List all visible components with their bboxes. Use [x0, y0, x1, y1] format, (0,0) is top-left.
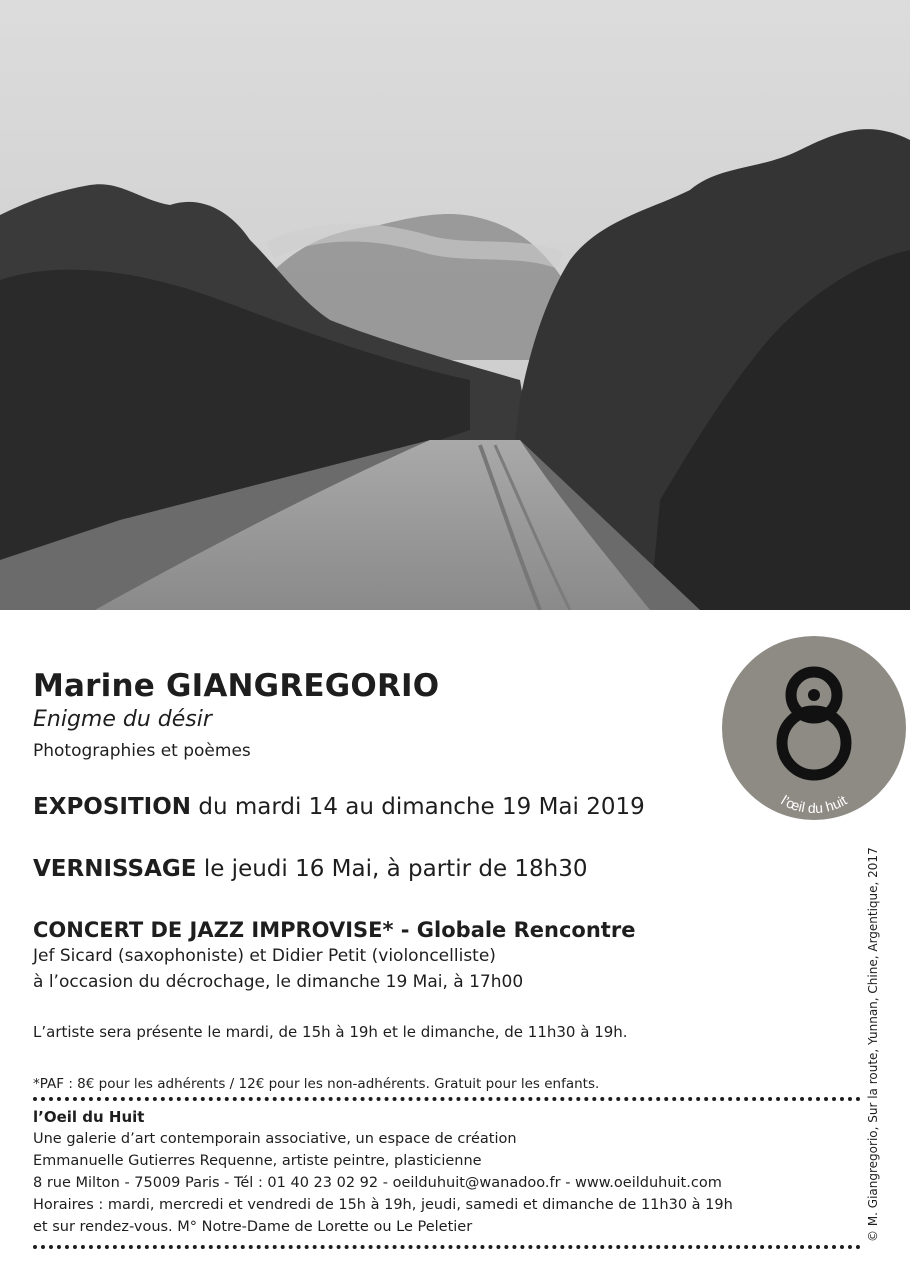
photo-credit: © M. Giangregorio, Sur la route, Yunnan, Chine, Argentique, 2017	[866, 847, 880, 1242]
concert-title: CONCERT DE JAZZ IMPROVISE* - Globale Rencontre	[33, 918, 636, 942]
concert-occasion: à l’occasion du décrochage, le dimanche 19 Mai, à 17h00	[33, 972, 524, 992]
concert-musicians: Jef Sicard (saxophoniste) et Didier Petit (violoncelliste)	[33, 946, 496, 966]
paf-prices: *PAF : 8€ pour les adhérents / 12€ pour les non-adhérents. Gratuit pour les enfants.	[33, 1076, 600, 1092]
exhibition-title: Enigme du désir	[33, 707, 212, 732]
vernissage-date: le jeudi 16 Mai, à partir de 18h30	[203, 856, 588, 882]
gallery-description: Une galerie d’art contemporain associative, un espace de création	[33, 1131, 517, 1147]
dotted-divider-bottom	[33, 1245, 861, 1249]
exposition-dates: du mardi 14 au dimanche 19 Mai 2019	[198, 794, 645, 820]
vernissage-label: VERNISSAGE	[33, 856, 197, 882]
dotted-divider-top	[33, 1097, 861, 1101]
gallery-name: l’Oeil du Huit	[33, 1108, 145, 1126]
landscape-photo	[0, 0, 910, 610]
gallery-director: Emmanuelle Gutierres Requenne, artiste peintre, plasticienne	[33, 1153, 482, 1169]
vernissage-line	[33, 856, 588, 882]
exposition-line	[33, 794, 645, 820]
exposition-label: EXPOSITION	[33, 794, 192, 820]
gallery-access: et sur rendez-vous. M° Notre-Dame de Lorette ou Le Peletier	[33, 1219, 473, 1235]
gallery-contact: 8 rue Milton - 75009 Paris - Tél : 01 40 23 02 92 - oeilduhuit@wanadoo.fr - www.oeilduhuit.com	[33, 1175, 722, 1191]
logo-text: l’œil du huit	[778, 791, 850, 817]
artist-name: Marine GIANGREGORIO	[33, 668, 440, 704]
logo-circle	[722, 636, 906, 820]
gallery-hours: Horaires : mardi, mercredi et vendredi de 15h à 19h, jeudi, samedi et dimanche de 11h30 à 19h	[33, 1197, 733, 1213]
exhibition-medium: Photographies et poèmes	[33, 741, 251, 761]
logo-eye-pupil	[808, 689, 820, 701]
artist-presence: L’artiste sera présente le mardi, de 15h à 19h et le dimanche, de 11h30 à 19h.	[33, 1023, 628, 1041]
gallery-logo	[721, 635, 907, 821]
